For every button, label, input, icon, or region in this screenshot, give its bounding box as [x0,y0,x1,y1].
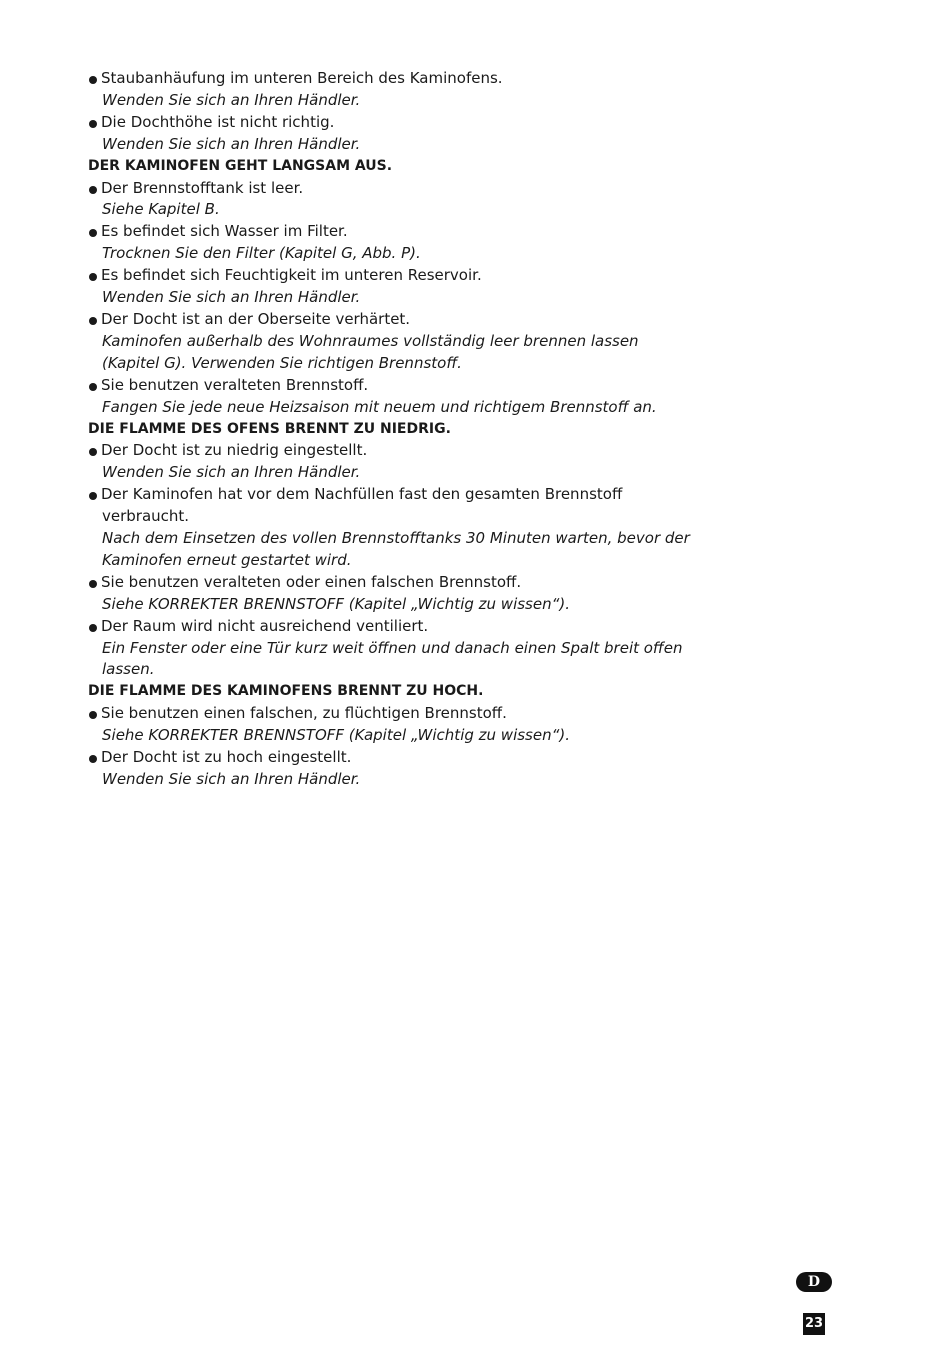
remedy-text: Wenden Sie sich an Ihren Händler. [102,463,361,482]
cause-item: Es befindet sich Wasser im Filter. [88,221,708,243]
cause-item: Die Dochthöhe ist nicht richtig. [88,112,708,134]
remedy-text: (Kapitel G). Verwenden Sie richtigen Brennstoff. [102,353,462,372]
remedy-text: Siehe Kapitel B. [102,200,220,219]
remedy-text: Wenden Sie sich an Ihren Händler. [102,134,361,153]
remedy-text: Wenden Sie sich an Ihren Händler. [102,770,361,788]
cause-item: Der Kaminofen hat vor dem Nachfüllen fast den gesamten Brennstoff [88,484,708,506]
cause-item: Staubanhäufung im unteren Bereich des Kaminofens. [88,68,708,90]
remedy-text: Nach dem Einsetzen des vollen Brennstofftanks 30 Minuten warten, bevor der [102,529,690,548]
troubleshooting-list [88,68,708,791]
remedy-text: Kaminofen außerhalb des Wohnraumes vollständig leer brennen lassen [102,331,639,350]
cause-item: Der Brennstofftank ist leer. [88,178,708,200]
section-heading: DIE FLAMME DES OFENS BRENNT ZU NIEDRIG. [88,420,451,437]
section-heading: DIE FLAMME DES KAMINOFENS BRENNT ZU HOCH. [88,683,484,700]
remedy-text: Ein Fenster oder eine Tür kurz weit öffnen und danach einen Spalt breit offen [102,638,683,657]
remedy-text: Siehe KORREKTER BRENNSTOFF (Kapitel „Wichtig zu wissen“). [102,594,570,613]
remedy-text: lassen. [102,660,155,679]
cause-item: Sie benutzen veralteten oder einen falschen Brennstoff. [88,572,708,594]
cause-item: Der Raum wird nicht ausreichend ventiliert. [88,616,708,638]
remedy-text: Fangen Sie jede neue Heizsaison mit neuem und richtigem Brennstoff an. [102,397,657,416]
remedy-text: Siehe KORREKTER BRENNSTOFF (Kapitel „Wichtig zu wissen“). [102,726,570,745]
cause-item: Der Docht ist zu niedrig eingestellt. [88,440,708,462]
cause-item: Sie benutzen veralteten Brennstoff. [88,375,708,397]
remedy-text: Kaminofen erneut gestartet wird. [102,550,352,569]
cause-item: Der Docht ist an der Oberseite verhärtet. [88,309,708,331]
language-badge: D [796,1272,832,1292]
cause-item: Der Docht ist zu hoch eingestellt. [88,747,708,769]
section-heading: DER KAMINOFEN GEHT LANGSAM AUS. [88,157,393,174]
remedy-text: Wenden Sie sich an Ihren Händler. [102,288,361,307]
remedy-text: Wenden Sie sich an Ihren Händler. [102,90,361,109]
cause-item: Sie benutzen einen falschen, zu flüchtigen Brennstoff. [88,703,708,725]
remedy-text: Trocknen Sie den Filter (Kapitel G, Abb. P). [102,244,421,263]
cause-continuation: verbraucht. [102,507,190,526]
cause-item: Es befindet sich Feuchtigkeit im unteren Reservoir. [88,265,708,287]
page-number: 23 [803,1313,825,1335]
